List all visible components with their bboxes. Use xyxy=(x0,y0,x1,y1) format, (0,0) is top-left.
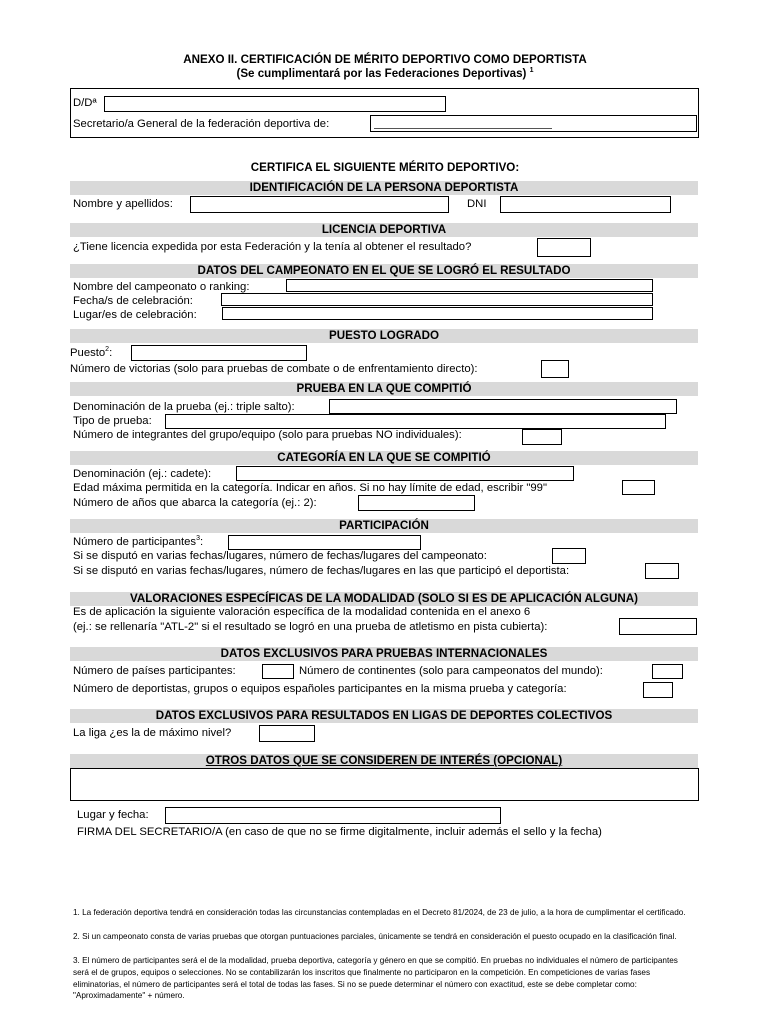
section-valoraciones: VALORACIONES ESPECÍFICAS DE LA MODALIDAD (SOLO SI ES DE APLICACIÓN ALGUNA) xyxy=(70,592,698,606)
secretary-label: Secretario/a General de la federación deportiva de: xyxy=(73,118,330,130)
continentes-field[interactable] xyxy=(652,664,683,679)
firma-text: FIRMA DEL SECRETARIO/A (en caso de que no se firme digitalmente, incluir además el sello y la fecha) xyxy=(77,826,602,838)
otros-heading-text: OTROS DATOS QUE SE CONSIDEREN DE INTERÉS (OPCIONAL) xyxy=(205,754,563,767)
dni-label: DNI xyxy=(467,198,487,210)
paises-label: Número de países participantes: xyxy=(73,665,236,677)
valoraciones-field[interactable] xyxy=(619,618,697,635)
prueba-tipo-field[interactable] xyxy=(165,414,666,429)
deportistas-field[interactable] xyxy=(643,682,673,698)
campeonato-lugar-label: Lugar/es de celebración: xyxy=(73,309,197,321)
puesto-field[interactable] xyxy=(131,345,307,361)
liga-field[interactable] xyxy=(259,725,315,742)
victorias-label: Número de victorias (solo para pruebas de combate o de enfrentamiento directo): xyxy=(70,363,478,375)
footnote-1: 1. La federación deportiva tendrá en consideración todas las circunstancias contempladas en el Decreto 81/2024, de 23 de julio, a la hora de cumplimentar el certificado. xyxy=(73,908,686,917)
lugar-fecha-field[interactable] xyxy=(165,807,501,824)
licencia-question: ¿Tiene licencia expedida por esta Federación y la tenía al obtener el resultado? xyxy=(73,241,472,253)
footnote-3: 3. El número de participantes será el de la modalidad, prueba deportiva, categoría y género en que se compitió. En pruebas no individuales el número de participantes será el de grupos, equipos o selecciones. No se contabilizarán los inscritos que finalmente no participaron en la competición. En competiciones de varias fases eliminatorias, el número de participantes será el total de todas las fases. Si no se puede determinar el número con exactitud, este se debe completar como: "Aproximadamente" + número. xyxy=(73,956,678,1001)
certifica-heading: CERTIFICA EL SIGUIENTE MÉRITO DEPORTIVO: xyxy=(250,161,520,174)
anios-label: Número de años que abarca la categoría (ej.: 2): xyxy=(73,497,317,509)
federation-underline xyxy=(374,128,552,129)
puesto-label: Puesto xyxy=(70,347,106,359)
footnote-ref-3: 3 xyxy=(196,535,200,543)
valoraciones-line1: Es de aplicación la siguiente valoración específica de la modalidad contenida en el anexo 6 xyxy=(73,606,531,618)
anios-field[interactable] xyxy=(358,495,475,511)
edad-label: Edad máxima permitida en la categoría. Indicar en años. Si no hay límite de edad, escribir "99" xyxy=(73,482,547,494)
subtitle-text: (Se cumplimentará por las Federaciones Deportivas) xyxy=(236,67,527,80)
section-licencia: LICENCIA DEPORTIVA xyxy=(70,223,698,237)
nombre-label: Nombre y apellidos: xyxy=(73,198,173,210)
categoria-denominacion-field[interactable] xyxy=(236,466,574,481)
continentes-label: Número de continentes (solo para campeonatos del mundo): xyxy=(299,665,603,677)
fechas-field[interactable] xyxy=(552,548,586,564)
section-ligas: DATOS EXCLUSIVOS PARA RESULTADOS EN LIGAS DE DEPORTES COLECTIVOS xyxy=(70,709,698,723)
section-internacionales: DATOS EXCLUSIVOS PARA PRUEBAS INTERNACIONALES xyxy=(70,647,698,661)
federation-field[interactable] xyxy=(370,115,697,132)
section-otros xyxy=(70,754,698,768)
dd-name-field[interactable] xyxy=(104,96,446,112)
participo-label: Si se disputó en varias fechas/lugares, número de fechas/lugares en las que participó el deportista: xyxy=(73,565,570,577)
deportistas-label: Número de deportistas, grupos o equipos españoles participantes en la misma prueba y categoría: xyxy=(73,683,567,695)
participantes-label: Número de participantes xyxy=(73,536,197,548)
prueba-tipo-label: Tipo de prueba: xyxy=(73,415,152,427)
page-subtitle xyxy=(0,67,770,80)
dni-field[interactable] xyxy=(500,196,671,213)
participantes-label-wrap: Número de participantes$^3$: xyxy=(73,535,204,548)
participantes-field[interactable] xyxy=(228,535,421,550)
campeonato-fecha-label: Fecha/s de celebración: xyxy=(73,295,193,307)
footnote-ref-1: 1 xyxy=(529,67,534,75)
participo-field[interactable] xyxy=(645,563,679,579)
section-participacion: PARTICIPACIÓN xyxy=(70,519,698,533)
puesto-label-wrap: Puesto$^2$: xyxy=(70,346,113,359)
edad-field[interactable] xyxy=(622,480,655,495)
campeonato-fecha-field[interactable] xyxy=(221,293,653,306)
fechas-label: Si se disputó en varias fechas/lugares, número de fechas/lugares del campeonato: xyxy=(73,550,487,562)
section-categoria: CATEGORÍA EN LA QUE SE COMPITIÓ xyxy=(70,451,698,465)
page-title: ANEXO II. CERTIFICACIÓN DE MÉRITO DEPORTIVO COMO DEPORTISTA xyxy=(183,53,587,66)
categoria-denominacion-label: Denominación (ej.: cadete): xyxy=(73,468,212,480)
otros-field[interactable] xyxy=(70,768,699,801)
campeonato-lugar-field[interactable] xyxy=(222,307,653,320)
paises-field[interactable] xyxy=(262,664,294,679)
campeonato-nombre-label: Nombre del campeonato o ranking: xyxy=(73,281,250,293)
valoraciones-line2: (ej.: se rellenaría "ATL-2" si el resultado se logró en una prueba de atletismo en pista cubierta): xyxy=(73,621,548,633)
victorias-field[interactable] xyxy=(541,360,569,378)
campeonato-nombre-field[interactable] xyxy=(286,279,653,292)
lugar-fecha-label: Lugar y fecha: xyxy=(77,809,149,821)
section-puesto: PUESTO LOGRADO xyxy=(70,329,698,343)
section-identificacion: IDENTIFICACIÓN DE LA PERSONA DEPORTISTA xyxy=(70,181,698,195)
footnote-2: 2. Si un campeonato consta de varias pruebas que otorgan puntuaciones parciales, únicamente se tendrá en consideración el puesto ocupado en la clasificación final. xyxy=(73,932,677,941)
prueba-denominacion-field[interactable] xyxy=(329,399,677,414)
section-campeonato: DATOS DEL CAMPEONATO EN EL QUE SE LOGRÓ EL RESULTADO xyxy=(70,264,698,278)
liga-label: La liga ¿es la de máximo nivel? xyxy=(73,727,232,739)
dd-label: D/Dª xyxy=(73,97,97,109)
integrantes-field[interactable] xyxy=(522,429,562,445)
nombre-field[interactable] xyxy=(190,196,449,213)
integrantes-label: Número de integrantes del grupo/equipo (solo para pruebas NO individuales): xyxy=(73,429,462,441)
section-prueba: PRUEBA EN LA QUE COMPITIÓ xyxy=(70,382,698,396)
footnote-ref-2: 2 xyxy=(105,346,110,354)
licencia-field[interactable] xyxy=(537,238,591,257)
prueba-denominacion-label: Denominación de la prueba (ej.: triple salto): xyxy=(73,401,295,413)
